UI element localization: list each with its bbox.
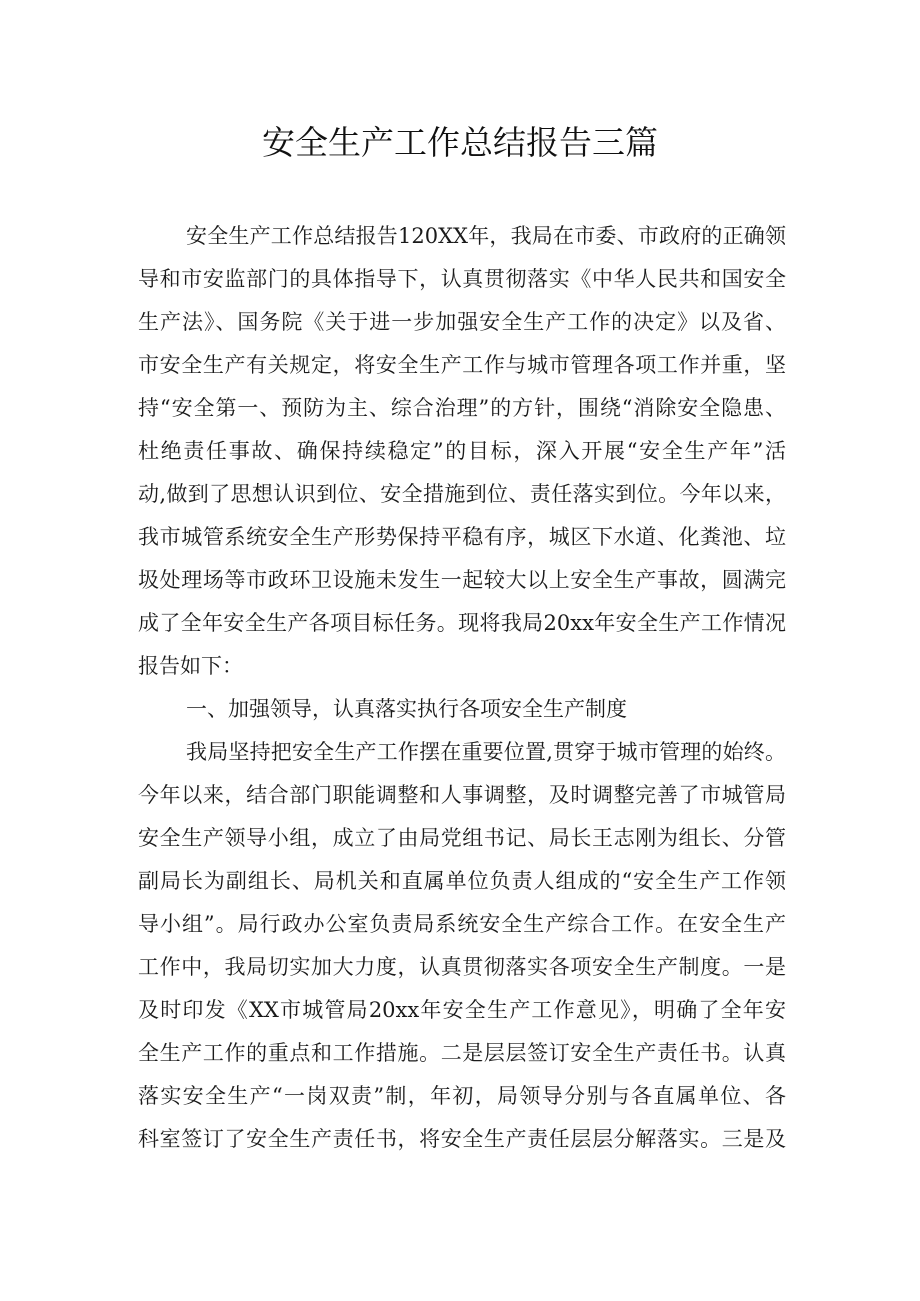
section-heading: 一、加强领导，认真落实执行各项安全生产制度: [186, 697, 627, 721]
paragraph-line: 全生产工作的重点和工作措施。二是层层签订安全生产责任书。认真: [138, 1041, 786, 1065]
paragraph-line: 安全生产领导小组，成立了由局党组书记、局长王志刚为组长、分管: [138, 826, 786, 850]
paragraph-line: 导小组”。局行政办公室负责局系统安全生产综合工作。在安全生产: [138, 912, 786, 936]
paragraph-line: 落实安全生产“一岗双责”制，年初，局领导分别与各直属单位、各: [138, 1084, 786, 1108]
paragraph-line: 我市城管系统安全生产形势保持平稳有序，城区下水道、化粪池、垃: [138, 525, 786, 549]
paragraph-line: 科室签订了安全生产责任书，将安全生产责任层层分解落实。三是及: [138, 1127, 786, 1151]
paragraph-line: 持“安全第一、预防为主、综合治理”的方针，围绕“消除安全隐患、: [138, 396, 786, 420]
paragraph-line: 工作中，我局切实加大力度，认真贯彻落实各项安全生产制度。一是: [138, 955, 786, 979]
paragraph-line: 报告如下：: [138, 654, 243, 678]
paragraph-line: 杜绝责任事故、确保持续稳定”的目标，深入开展“安全生产年”活: [138, 439, 786, 463]
paragraph-line: 动,做到了思想认识到位、安全措施到位、责任落实到位。今年以来，: [138, 482, 786, 506]
paragraph-line: 今年以来，结合部门职能调整和人事调整，及时调整完善了市城管局: [138, 783, 786, 807]
paragraph-line: 生产法》、国务院《关于进一步加强安全生产工作的决定》以及省、: [138, 310, 786, 334]
paragraph-line: 导和市安监部门的具体指导下，认真贯彻落实《中华人民共和国安全: [138, 267, 786, 291]
paragraph-line: 市安全生产有关规定，将安全生产工作与城市管理各项工作并重，坚: [138, 353, 786, 377]
paragraph-line: 副局长为副组长、局机关和直属单位负责人组成的“安全生产工作领: [138, 869, 786, 893]
paragraph-line: 成了全年安全生产各项目标任务。现将我局20xx年安全生产工作情况: [138, 611, 786, 635]
paragraph-line: 及时印发《XX市城管局20xx年安全生产工作意见》，明确了全年安: [138, 998, 786, 1022]
document-title: 安全生产工作总结报告三篇: [262, 123, 658, 162]
paragraph-line: 圾处理场等市政环卫设施未发生一起较大以上安全生产事故，圆满完: [138, 568, 786, 592]
paragraph-line: 我局坚持把安全生产工作摆在重要位置,贯穿于城市管理的始终。: [186, 740, 786, 764]
paragraph-line: 安全生产工作总结报告120XX年，我局在市委、市政府的正确领: [186, 224, 786, 248]
